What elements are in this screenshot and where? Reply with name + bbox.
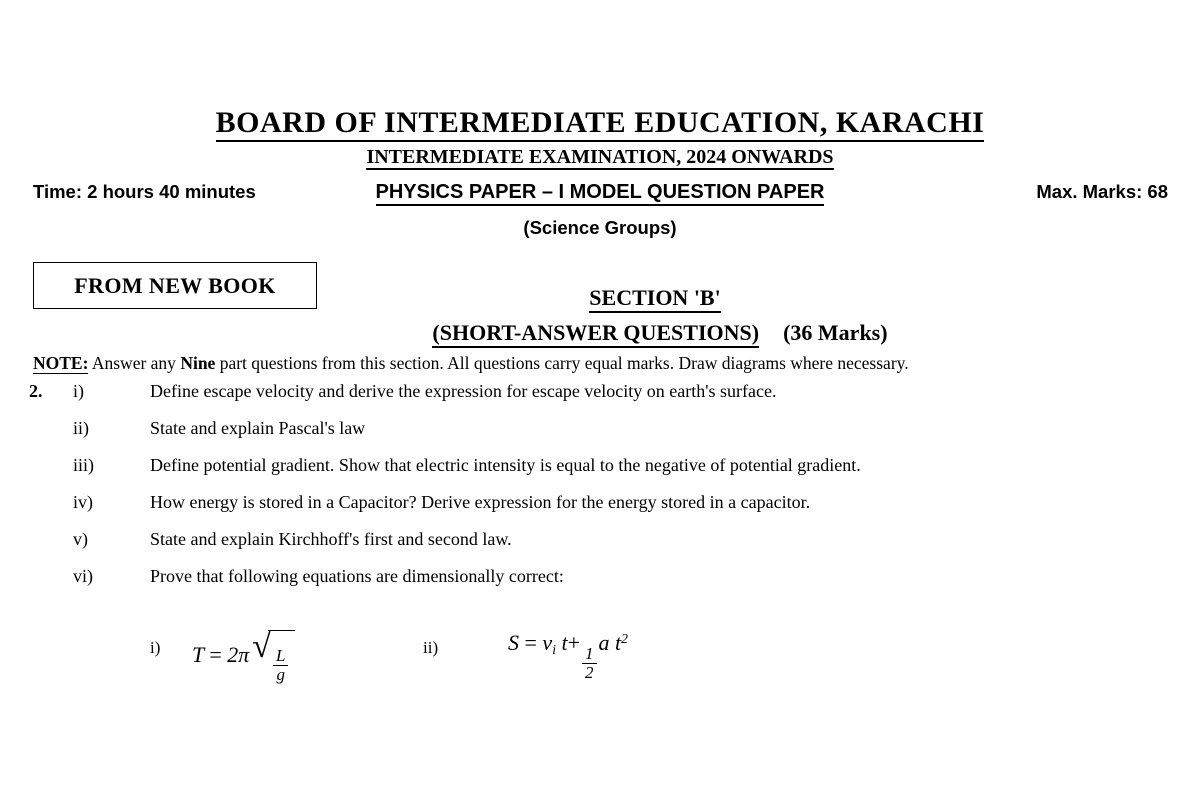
from-new-book-stamp: [33, 262, 317, 309]
paper-meta-row: [0, 181, 1200, 209]
equation-1-denominator: g: [273, 665, 288, 684]
equation-1-equals: =: [209, 642, 222, 668]
question-part-text: Define escape velocity and derive the expression for escape velocity on earth's surface.: [150, 381, 777, 401]
equation-2-term2: a t: [598, 630, 622, 655]
equation-2-equals: =: [524, 630, 537, 655]
question-part-text: How energy is stored in a Capacitor? Derive expression for the energy stored in a capacitor.: [150, 492, 811, 512]
group-line: (Science Groups): [523, 217, 677, 238]
note-text-after: part questions from this section. All questions carry equal marks. Draw diagrams where necessary.: [215, 353, 909, 373]
question-item: [0, 418, 1200, 455]
section-subtitle-row: [260, 320, 1060, 346]
question-number: 2.: [29, 381, 43, 401]
question-part-text: State and explain Kirchhoff's first and second law.: [150, 529, 512, 549]
section-marks: (36 Marks): [783, 320, 888, 345]
question-item: [0, 381, 1200, 418]
board-title-text: BOARD OF INTERMEDIATE EDUCATION, KARACHI: [216, 106, 985, 142]
equation-2-plus: +: [567, 630, 581, 655]
question-part-label: ii): [73, 418, 89, 438]
equation-2-term1-sub: i: [552, 641, 556, 657]
equation-1-label: i): [150, 638, 161, 657]
equation-2-lhs: S: [508, 630, 519, 655]
exam-session-line: [0, 146, 1200, 169]
board-title: [0, 106, 1200, 140]
question-part-label: v): [73, 529, 88, 549]
square-root-icon: [252, 630, 295, 684]
question-part-label: i): [73, 381, 84, 401]
equation-1-lhs: T: [192, 642, 204, 668]
equation-2-term1-t: t: [561, 630, 568, 655]
equation-2-label: ii): [423, 638, 439, 657]
question-part-label: vi): [73, 566, 93, 586]
question-part-text: State and explain Pascal's law: [150, 418, 366, 438]
question-part-text: Prove that following equations are dimensionally correct:: [150, 566, 564, 586]
note-text-before: Answer any: [91, 353, 181, 373]
question-item: [0, 566, 1200, 603]
equation-2-frac-num: 1: [585, 644, 594, 664]
max-marks: Max. Marks: 68: [1036, 181, 1168, 202]
equation-2-term2-exponent: 2: [621, 631, 628, 647]
equation-2-term1-var: v: [542, 630, 553, 655]
question-part-label: iv): [73, 492, 93, 512]
exam-session-text: INTERMEDIATE EXAMINATION, 2024 ONWARDS: [366, 146, 834, 168]
section-subtitle-text: (SHORT-ANSWER QUESTIONS): [432, 320, 759, 348]
equation-1-coefficient: 2π: [227, 642, 250, 668]
equation-row: [0, 618, 1200, 688]
equation-1: [192, 630, 295, 684]
fraction: [582, 645, 597, 682]
question-item: [0, 492, 1200, 529]
radical-glyph: √: [252, 628, 271, 665]
equation-2: [508, 630, 628, 682]
section-title: [345, 285, 965, 311]
time-allowed: Time: 2 hours 40 minutes: [33, 181, 256, 202]
section-title-text: SECTION 'B': [589, 285, 720, 313]
from-new-book-label: FROM NEW BOOK: [74, 272, 276, 298]
note-emphasis: Nine: [180, 353, 216, 373]
paper-title: [0, 181, 1200, 204]
question-part-text: Define potential gradient. Show that electric intensity is equal to the negative of potential gradient.: [150, 455, 861, 475]
note-row: [33, 353, 1173, 375]
question-part-label: iii): [73, 455, 94, 475]
equation-2-frac-den: 2: [582, 663, 597, 682]
fraction: [273, 647, 288, 684]
paper-title-text: PHYSICS PAPER – I MODEL QUESTION PAPER: [376, 181, 825, 206]
equation-1-numerator: L: [275, 646, 286, 666]
equation-1-radicand: [268, 630, 295, 684]
question-item: [0, 529, 1200, 566]
question-list: [0, 381, 1200, 603]
question-item: [0, 455, 1200, 492]
note-label: NOTE:: [33, 353, 89, 373]
